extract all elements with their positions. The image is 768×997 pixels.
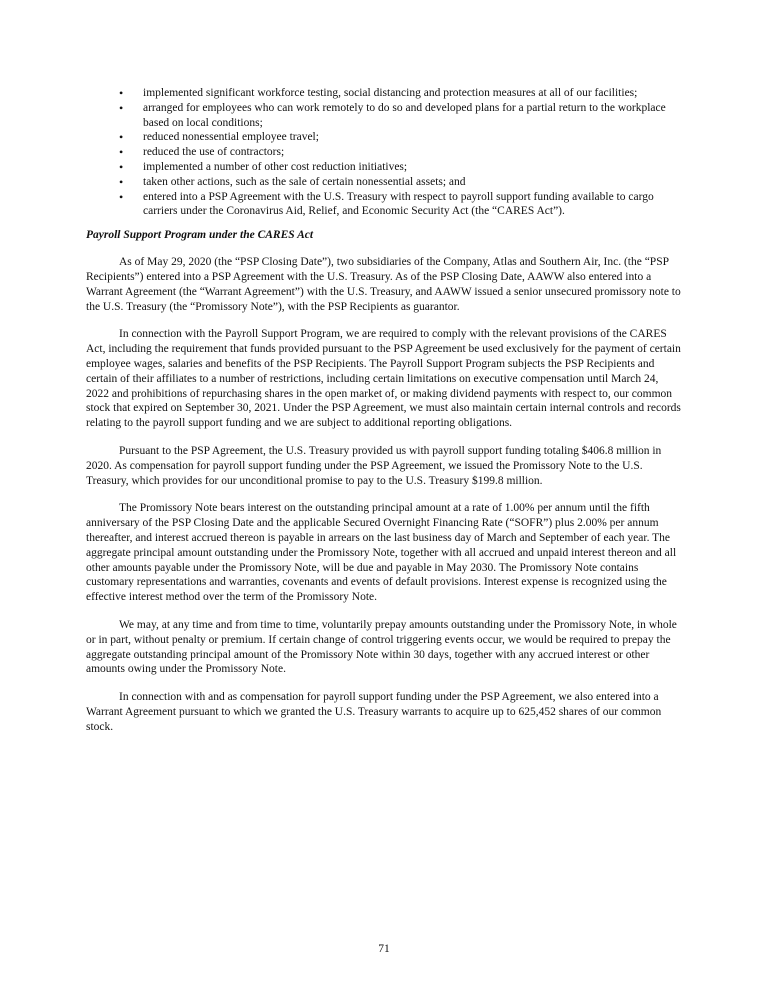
list-item: • reduced nonessential employee travel; (119, 130, 319, 145)
paragraph-cares-compliance: In connection with the Payroll Support Program, we are required to comply with the relevant provisions of the CARES Act, including the requirement that funds provided pursuant to the PSP Agreement be used exclusively for the payment of certain employee wages, salaries and benefits of the PSP Recipients. The Payroll Support Program subjects the PSP Recipients and certain of their affiliates to a number of restrictions, including certain limitations on executive compensation until March 24, 2022 and prohibitions of repurchasing shares in the open market of, or making dividend payments with respect to, our common stock that expired on September 30, 2021. Under the PSP Agreement, we must also maintain certain internal controls and records relating to the payroll support funding and we are subject to additional reporting obligations. (86, 328, 681, 430)
list-item: • implemented significant workforce testing, social distancing and protection measures at all of our facilities; (119, 86, 638, 100)
list-item: • implemented a number of other cost reduction initiatives; (119, 159, 408, 174)
bullet-icon: • (119, 189, 124, 204)
list-item: • arranged for employees who can work remotely to do so and developed plans for a partial return to the workplace based on local conditions; (119, 100, 666, 129)
paragraph-funding-amount: Pursuant to the PSP Agreement, the U.S. Treasury provided us with payroll support funding totaling $406.8 million in 2020. As compensation for payroll support funding under the PSP Agreement, we issued the Promissory Note to the U.S. Treasury, which provides for our unconditional promise to pay to the U.S. Treasury $199.8 million. (86, 444, 662, 487)
measures-bullet-list (86, 86, 684, 219)
list-item: • entered into a PSP Agreement with the U.S. Treasury with respect to payroll support funding available to cargo carriers under the Coronavirus Aid, Relief, and Economic Security Act (the “CARES Act”). (119, 189, 654, 218)
paragraph-psp-closing: As of May 29, 2020 (the “PSP Closing Date”), two subsidiaries of the Company, Atlas and Southern Air, Inc. (the “PSP Recipients”) entered into a PSP Agreement with the U.S. Treasury. As of the PSP Closing Date, AAWW also entered into a Warrant Agreement (the “Warrant Agreement”) with the U.S. Treasury, and AAWW issued a senior unsecured promissory note to the U.S. Treasury (the “Promissory Note”), with the PSP Recipients as guarantor. (86, 256, 681, 313)
bullet-icon: • (119, 174, 124, 189)
paragraph-promissory-interest: The Promissory Note bears interest on the outstanding principal amount at a rate of 1.00% per annum until the fifth anniversary of the PSP Closing Date and the applicable Secured Overnight Financing Rate (“SOFR”) plus 2.00% per annum thereafter, and interest accrued thereon is payable in arrears on the last business day of March and September of each year. The aggregate principal amount outstanding under the Promissory Note, together with all accrued and unpaid interest thereon and all other amounts payable under the Promissory Note, will be due and payable in May 2030. The Promissory Note contains customary representations and warranties, covenants and events of default provisions. Interest expense is recognized using the effective interest method over the term of the Promissory Note. (86, 502, 677, 604)
bullet-icon: • (119, 145, 124, 160)
bullet-icon: • (119, 159, 124, 174)
page-number: 71 (378, 943, 390, 955)
list-item: • taken other actions, such as the sale of certain nonessential assets; and (119, 174, 466, 189)
list-item: • reduced the use of contractors; (119, 145, 285, 160)
section-heading: Payroll Support Program under the CARES Act (86, 229, 314, 242)
paragraph-prepayment: We may, at any time and from time to time, voluntarily prepay amounts outstanding under the Promissory Note, in whole or in part, without penalty or premium. If certain change of control triggering events occur, we would be required to prepay the aggregate outstanding principal amount of the Promissory Note within 30 days, together with any accrued interest or other amounts owing under the Promissory Note. (86, 618, 677, 676)
bullet-icon: • (119, 86, 124, 100)
paragraph-warrants: In connection with and as compensation for payroll support funding under the PSP Agreement, we also entered into a Warrant Agreement pursuant to which we granted the U.S. Treasury warrants to acquire up to 625,452 shares of our common stock. (86, 691, 662, 733)
bullet-icon: • (119, 130, 124, 145)
bullet-icon: • (119, 100, 124, 115)
document-page (86, 86, 684, 734)
